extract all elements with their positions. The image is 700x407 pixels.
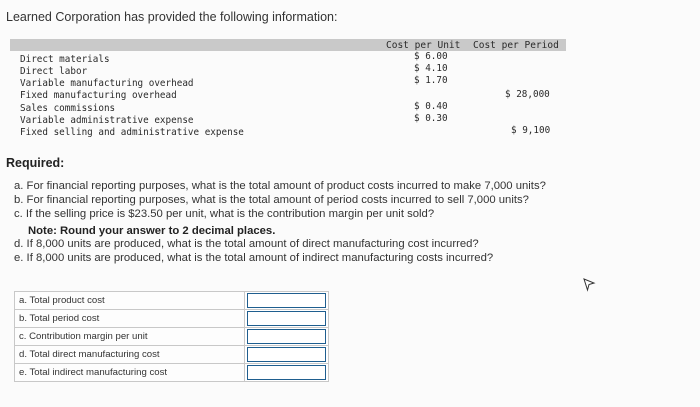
answer-table xyxy=(14,291,329,382)
cost-item-label: Fixed selling and administrative expense xyxy=(20,127,244,138)
answer-row xyxy=(15,364,329,382)
cost-item-label: Direct labor xyxy=(20,66,88,77)
cost-per-unit-value: $ 0.40 xyxy=(414,101,448,112)
required-heading: Required: xyxy=(6,156,65,170)
answer-label: a. Total product cost xyxy=(15,292,245,310)
intro-text: Learned Corporation has provided the following information: xyxy=(6,10,338,24)
rounding-note: Note: Round your answer to 2 decimal places. xyxy=(28,225,276,237)
answer-row xyxy=(15,328,329,346)
cost-item-label: Sales commissions xyxy=(20,103,116,114)
cost-per-unit-value: $ 4.10 xyxy=(414,63,448,74)
cost-item-label: Direct materials xyxy=(20,54,110,65)
answer-label: c. Contribution margin per unit xyxy=(15,328,245,346)
question-d: d. If 8,000 units are produced, what is the total amount of direct manufacturing cost incurred? xyxy=(14,238,479,250)
question-e: e. If 8,000 units are produced, what is the total amount of indirect manufacturing costs incurred? xyxy=(14,252,494,264)
cost-per-unit-value: $ 0.30 xyxy=(414,113,448,124)
answer-label: b. Total period cost xyxy=(15,310,245,328)
answer-input-e[interactable] xyxy=(247,365,326,380)
cost-item-label: Fixed manufacturing overhead xyxy=(20,90,177,101)
answer-input-c[interactable] xyxy=(247,329,326,344)
answer-label: d. Total direct manufacturing cost xyxy=(15,346,245,364)
cost-per-period-value: $ 9,100 xyxy=(511,125,551,136)
question-a: a. For financial reporting purposes, what is the total amount of product costs incurred to make 7,000 units? xyxy=(14,180,546,192)
cost-per-unit-value: $ 6.00 xyxy=(414,51,448,62)
cost-per-unit-value: $ 1.70 xyxy=(414,75,448,86)
cost-item-label: Variable manufacturing overhead xyxy=(20,78,194,89)
question-b: b. For financial reporting purposes, what is the total amount of period costs incurred to sell 7,000 units? xyxy=(14,194,529,206)
cost-per-period-value: $ 28,000 xyxy=(505,89,550,100)
question-c: c. If the selling price is $23.50 per unit, what is the contribution margin per unit sold? xyxy=(14,208,435,220)
answer-input-b[interactable] xyxy=(247,311,326,326)
column-header-cost-per-unit: Cost per Unit xyxy=(386,40,461,51)
cost-item-label: Variable administrative expense xyxy=(20,115,194,126)
answer-row xyxy=(15,292,329,310)
column-header-cost-per-period: Cost per Period xyxy=(473,40,559,51)
answer-input-d[interactable] xyxy=(247,347,326,362)
answer-row xyxy=(15,346,329,364)
mouse-cursor-icon xyxy=(582,278,596,297)
answer-input-a[interactable] xyxy=(247,293,326,308)
answer-row xyxy=(15,310,329,328)
answer-label: e. Total indirect manufacturing cost xyxy=(15,364,245,382)
